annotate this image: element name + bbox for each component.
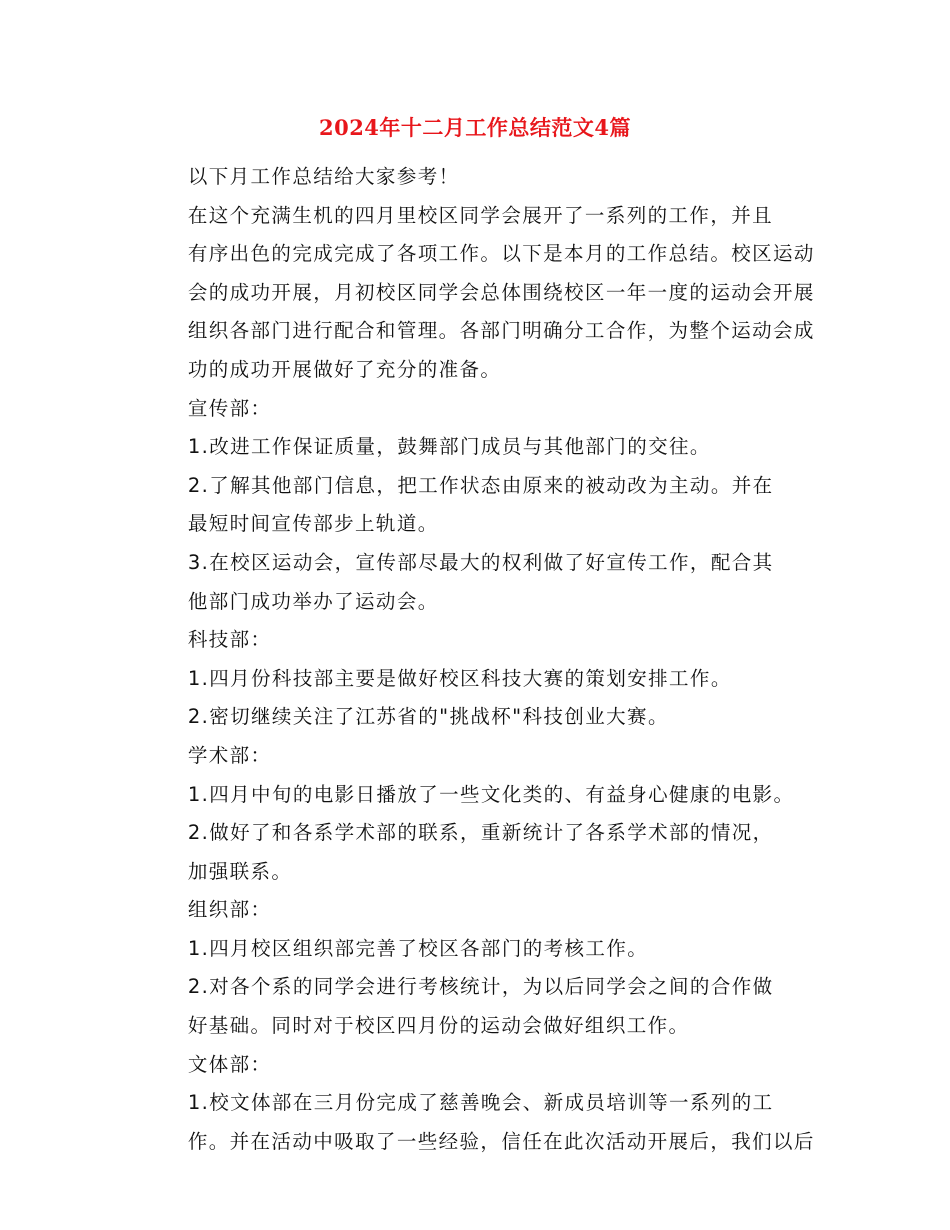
document-body xyxy=(142,158,815,1161)
paragraph-line: 他部门成功举办了运动会。 xyxy=(187,589,439,613)
paragraph-line: 组织各部门进行配合和管理。各部门明确分工合作，为整个运动会成 xyxy=(187,319,815,343)
paragraph-line: 好基础。同时对于校区四月份的运动会做好组织工作。 xyxy=(187,1014,690,1038)
paragraph xyxy=(142,621,807,660)
paragraph xyxy=(142,197,815,390)
document-title: 2024年十二月工作总结范文4篇 xyxy=(318,115,632,140)
paragraph-line: 在这个充满生机的四月里校区同学会展开了一系列的工作，并且 xyxy=(187,203,774,227)
paragraph xyxy=(142,891,807,930)
paragraph-line: 2.了解其他部门信息，把工作状态由原来的被动改为主动。并在 xyxy=(187,473,774,497)
paragraph-line: 有序出色的完成完成了各项工作。以下是本月的工作总结。校区运动 xyxy=(187,242,815,266)
paragraph-line: 文体部： xyxy=(187,1052,272,1076)
paragraph-line: 组织部： xyxy=(187,898,272,922)
paragraph-line: 功的成功开展做好了充分的准备。 xyxy=(187,357,502,381)
paragraph-line: 3.在校区运动会，宣传部尽最大的权利做了好宣传工作，配合其 xyxy=(187,550,774,574)
paragraph-line: 会的成功开展，月初校区同学会总体围绕校区一年一度的运动会开展 xyxy=(187,280,815,304)
paragraph xyxy=(142,428,807,467)
paragraph xyxy=(142,544,807,621)
paragraph xyxy=(142,1046,807,1085)
paragraph-line: 科技部： xyxy=(187,628,272,652)
paragraph xyxy=(142,467,807,544)
paragraph-line: 1.四月中旬的电影日播放了一些文化类的、有益身心健康的电影。 xyxy=(187,782,795,806)
paragraph-line: 1.四月校区组织部完善了校区各部门的考核工作。 xyxy=(187,936,649,960)
paragraph xyxy=(142,814,807,891)
paragraph xyxy=(142,968,807,1045)
paragraph xyxy=(142,776,807,815)
paragraph-line: 宣传部： xyxy=(187,396,272,420)
paragraph-line: 2.做好了和各系学术部的联系，重新统计了各系学术部的情况， xyxy=(187,821,774,845)
paragraph xyxy=(142,660,807,699)
paragraph xyxy=(142,158,807,197)
paragraph xyxy=(142,390,807,429)
paragraph-line: 作。并在活动中吸取了一些经验，信任在此次活动开展后，我们以后 xyxy=(187,1129,815,1153)
paragraph xyxy=(142,698,807,737)
paragraph xyxy=(142,737,807,776)
paragraph-line: 1.改进工作保证质量，鼓舞部门成员与其他部门的交往。 xyxy=(187,435,711,459)
paragraph-line: 1.校文体部在三月份完成了慈善晚会、新成员培训等一系列的工 xyxy=(187,1091,774,1115)
paragraph-line: 2.密切继续关注了江苏省的"挑战杯"科技创业大赛。 xyxy=(187,705,669,729)
paragraph-line: 以下月工作总结给大家参考！ xyxy=(187,165,460,188)
paragraph-line: 学术部： xyxy=(187,743,272,767)
paragraph-line: 最短时间宣传部步上轨道。 xyxy=(187,512,439,536)
paragraph-line: 1.四月份科技部主要是做好校区科技大赛的策划安排工作。 xyxy=(187,666,732,690)
paragraph-line: 2.对各个系的同学会进行考核统计，为以后同学会之间的合作做 xyxy=(187,975,774,999)
paragraph xyxy=(142,930,807,969)
paragraph xyxy=(142,1084,815,1161)
paragraph-line: 加强联系。 xyxy=(187,859,293,883)
